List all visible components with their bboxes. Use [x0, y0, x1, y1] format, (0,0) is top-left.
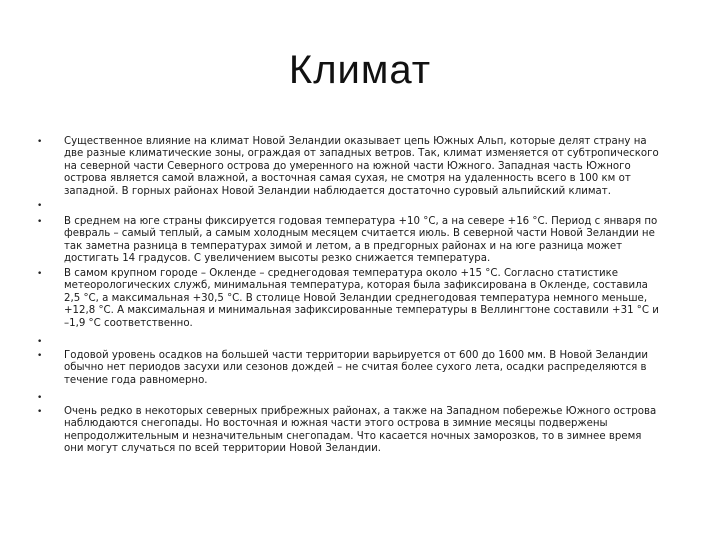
paragraph-snowfall: Очень редко в некоторых северных прибрежных районах, а также на Западном побережье Южного острова наблюдаются снегопады. Но восточная и южная части этого острова в зимние месяцы подвержены непродолжительным и незначительным снегопадам. Что касается ночных заморозков, то в зимнее время они могут случаться по всей территории Новой Зеландии.	[64, 406, 657, 455]
paragraph-temperatures: В среднем на юге страны фиксируется годовая температура +10 °С, а на севере +16 °С. Период с января по февраль – самый теплый, а самым холодным месяцем считается июль. В северной части Новой Зеландии не так заметна разница в температурах зимой и летом, а в предгорных районах и на юге разница может достигать 14 градусов. С увеличением высоты резко снижается температура.	[64, 216, 658, 265]
bullet-icon: •	[37, 217, 43, 227]
bullet-icon: •	[37, 351, 43, 361]
bullet-icon: •	[37, 393, 43, 403]
paragraph-auckland-wellington: В самом крупном городе – Окленде – среднегодовая температура около +15 °С. Согласно статистике метеорологических служб, минимальная температура, которая была зафиксирована в Окленде, составила 2,5 °С, а максимальная +30,5 °С. В столице Новой Зеландии среднегодовая температура немного меньше, +12,8 °С. А максимальная и минимальная зафиксированные температуры в Веллингтоне составили +31 °С и –1,9 °С соответственно.	[64, 268, 659, 329]
paragraph-precipitation: Годовой уровень осадков на большей части территории варьируется от 600 до 1600 мм. В Новой Зеландии обычно нет периодов засухи или сезонов дождей – не считая более сухого лета, осадки распределяются в течение года равномерно.	[64, 350, 648, 386]
bullet-icon: •	[37, 137, 43, 147]
paragraph-climate-zones: Существенное влияние на климат Новой Зеландии оказывает цепь Южных Альп, которые делят страну на две разные климатические зоны, ограждая от западных ветров. Так, климат изменяется от субтропического на северной части Северного острова до умеренного на южной части Южного. Западная часть Южного острова является самой влажной, а восточная самая сухая, не смотря на удаленность всего в 100 км от западной. В горных районах Новой Зеландии наблюдается достаточно суровый альпийский климат.	[64, 136, 659, 197]
bullet-icon: •	[37, 269, 43, 279]
bullet-icon: •	[37, 337, 43, 347]
slide-title: Климат	[288, 48, 432, 92]
bullet-icon: •	[37, 201, 43, 211]
bullet-icon: •	[37, 407, 43, 417]
